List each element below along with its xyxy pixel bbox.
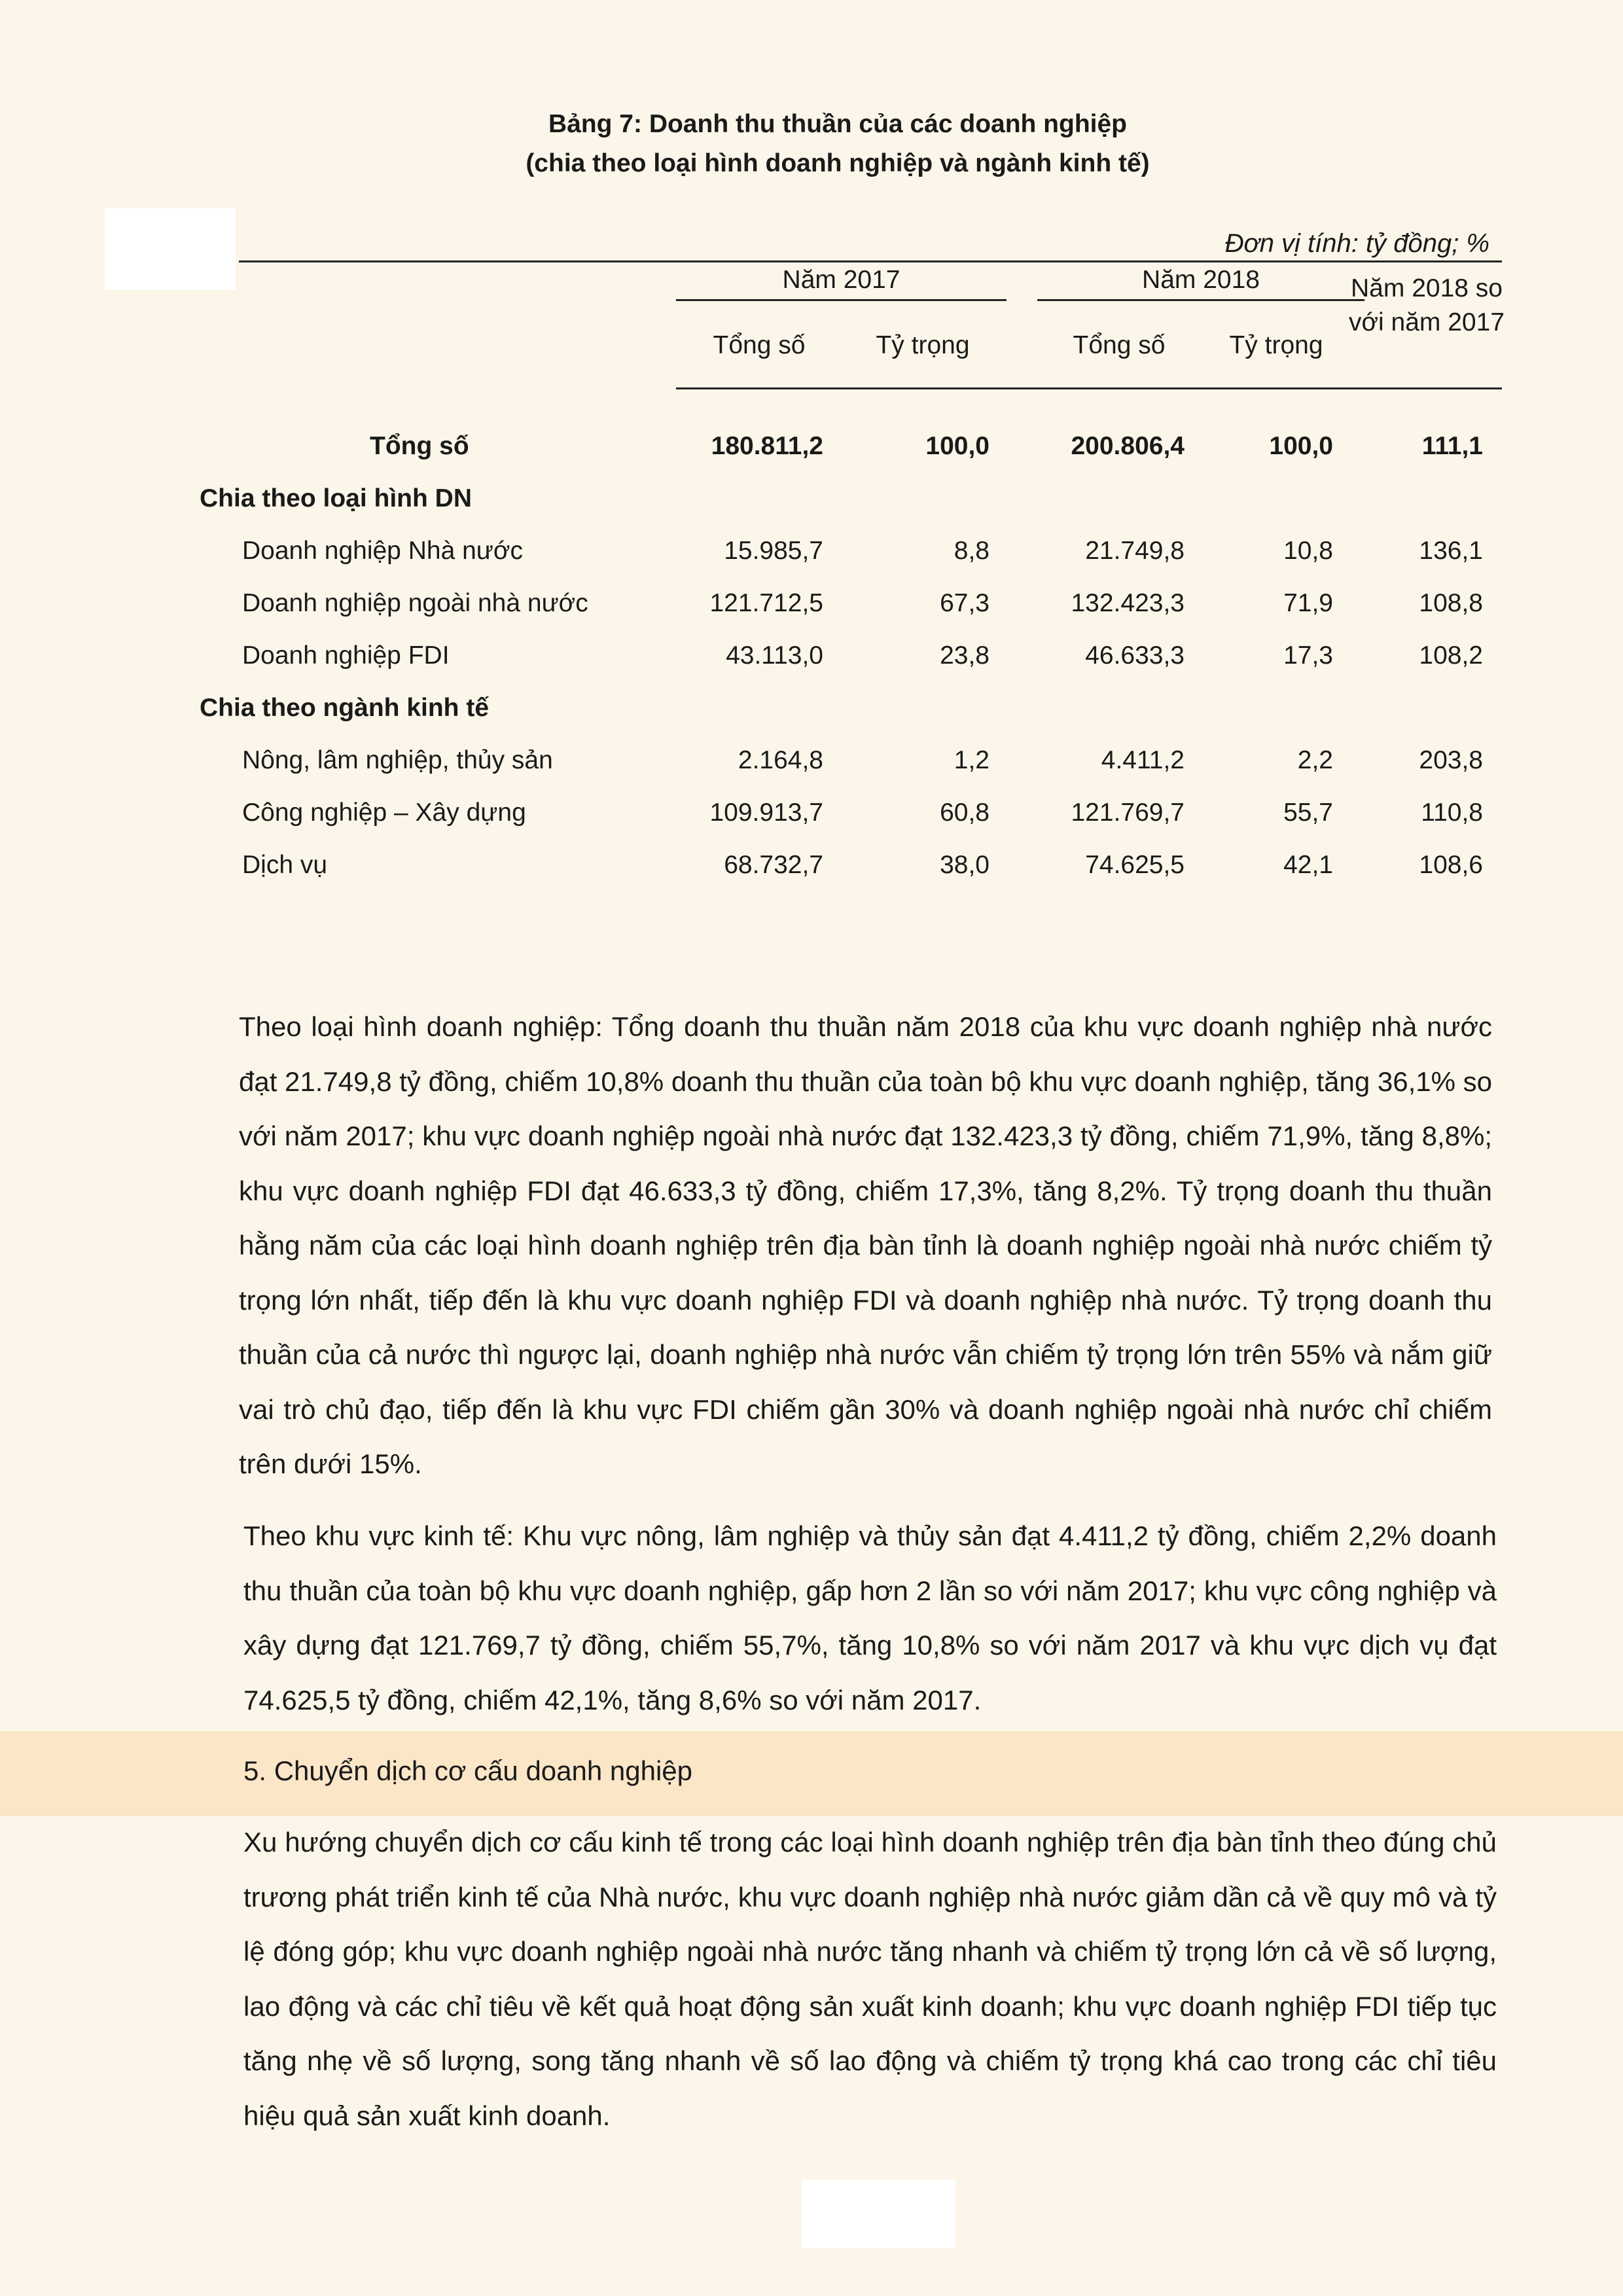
group-label-sector: Chia theo ngành kinh tế	[200, 694, 490, 722]
cell-share-2018: 10,8	[1283, 537, 1333, 565]
cell-share-2018: 100,0	[1269, 432, 1333, 460]
header-total-2018: Tổng số	[1073, 331, 1166, 359]
row-label: Doanh nghiệp FDI	[242, 641, 450, 670]
section-heading: 5. Chuyển dịch cơ cấu doanh nghiệp	[243, 1755, 693, 1786]
cell-total-2017: 43.113,0	[726, 641, 823, 670]
cell-share-2017: 38,0	[940, 851, 990, 879]
cell-share-2018: 2,2	[1297, 746, 1333, 774]
cell-share-2017: 8,8	[954, 537, 990, 565]
row-label: Dịch vụ	[242, 851, 328, 879]
table-title: Bảng 7: Doanh thu thuần của các doanh nghiệp	[548, 110, 1128, 138]
cell-compare: 108,6	[1419, 851, 1483, 879]
cell-share-2017: 1,2	[954, 746, 990, 774]
header-rule-2018	[1037, 299, 1364, 301]
cell-total-2018: 121.769,7	[1071, 798, 1185, 827]
cell-compare: 108,8	[1419, 589, 1483, 617]
cell-total-2018: 46.633,3	[1085, 641, 1185, 670]
cell-share-2017: 100,0	[925, 432, 990, 460]
cell-total-2018: 200.806,4	[1071, 432, 1185, 460]
cell-total-2017: 2.164,8	[738, 746, 823, 774]
cell-total-2017: 121.712,5	[709, 589, 823, 617]
cell-total-2017: 15.985,7	[724, 537, 823, 565]
header-year-2018: Năm 2018	[1142, 266, 1260, 294]
group-label-type: Chia theo loại hình DN	[200, 484, 472, 512]
blank-patch	[105, 208, 236, 290]
header-bottom-rule	[676, 387, 1502, 389]
cell-share-2017: 60,8	[940, 798, 990, 827]
cell-share-2018: 71,9	[1283, 589, 1333, 617]
row-label: Công nghiệp – Xây dựng	[242, 798, 526, 827]
cell-total-2018: 4.411,2	[1101, 746, 1185, 774]
row-label: Nông, lâm nghiệp, thủy sản	[242, 746, 553, 774]
cell-compare: 136,1	[1419, 537, 1483, 565]
cell-compare: 108,2	[1419, 641, 1483, 670]
cell-total-2017: 68.732,7	[724, 851, 823, 879]
table-top-rule	[239, 260, 1502, 262]
cell-total-2017: 109.913,7	[709, 798, 823, 827]
cell-share-2018: 55,7	[1283, 798, 1333, 827]
page-number-patch	[802, 2179, 955, 2248]
paragraph-structure-shift: Xu hướng chuyển dịch cơ cấu kinh tế trong các loại hình doanh nghiệp trên địa bàn tỉnh theo đúng chủ trương phát triển kinh tế của Nhà nước, khu vực doanh nghiệp nhà nước giảm dần cả về quy mô và tỷ lệ đóng góp; khu vực doanh nghiệp ngoài nhà nước tăng nhanh và chiếm tỷ trọng lớn cả về số lượng, lao động và các chỉ tiêu về kết quả hoạt động sản xuất kinh doanh; khu vực doanh nghiệp FDI tiếp tục tăng nhẹ về số lượng, song tăng nhanh về số lao động và chiếm tỷ trọng khá cao trong các chỉ tiêu hiệu quả sản xuất kinh doanh.	[243, 1827, 1497, 2131]
cell-share-2017: 23,8	[940, 641, 990, 670]
cell-total-2017: 180.811,2	[711, 432, 823, 460]
cell-share-2017: 67,3	[940, 589, 990, 617]
paragraph-by-enterprise-type: Theo loại hình doanh nghiệp: Tổng doanh thu thuần năm 2018 của khu vực doanh nghiệp nhà nước đạt 21.749,8 tỷ đồng, chiếm 10,8% doanh thu thuần của toàn bộ khu vực doanh nghiệp, tăng 36,1% so với năm 2017; khu vực doanh nghiệp ngoài nhà nước đạt 132.423,3 tỷ đồng, chiếm 71,9%, tăng 8,8%; khu vực doanh nghiệp FDI đạt 46.633,3 tỷ đồng, chiếm 17,3%, tăng 8,2%. Tỷ trọng doanh thu thuần hằng năm của các loại hình doanh nghiệp trên địa bàn tỉnh là doanh nghiệp ngoài nhà nước chiếm tỷ trọng lớn nhất, tiếp đến là khu vực doanh nghiệp FDI và doanh nghiệp nhà nước. Tỷ trọng doanh thu thuần của cả nước thì ngược lại, doanh nghiệp nhà nước vẫn chiếm tỷ trọng lớn trên 55% và nắm giữ vai trò chủ đạo, tiếp đến là khu vực FDI chiếm gần 30% và doanh nghiệp ngoài nhà nước chỉ chiếm trên dưới 15%.	[239, 1011, 1492, 1479]
cell-compare: 110,8	[1421, 798, 1483, 827]
cell-share-2018: 42,1	[1283, 851, 1333, 879]
cell-total-2018: 74.625,5	[1085, 851, 1185, 879]
row-label: Doanh nghiệp ngoài nhà nước	[242, 589, 588, 617]
table-subtitle: (chia theo loại hình doanh nghiệp và ngành kinh tế)	[526, 149, 1150, 177]
header-rule-2017	[676, 299, 1007, 301]
cell-total-2018: 21.749,8	[1085, 537, 1185, 565]
unit-label: Đơn vị tính: tỷ đồng; %	[1224, 229, 1489, 258]
cell-compare: 111,1	[1421, 432, 1483, 460]
header-year-2017: Năm 2017	[782, 266, 901, 294]
row-label-total: Tổng số	[370, 432, 469, 460]
header-share-2018: Tỷ trọng	[1229, 331, 1323, 359]
header-compare: Năm 2018 so với năm 2017	[1348, 274, 1505, 336]
cell-share-2018: 17,3	[1283, 641, 1333, 670]
cell-compare: 203,8	[1419, 746, 1483, 774]
row-label: Doanh nghiệp Nhà nước	[242, 537, 523, 565]
cell-total-2018: 132.423,3	[1071, 589, 1185, 617]
paragraph-by-economic-sector: Theo khu vực kinh tế: Khu vực nông, lâm nghiệp và thủy sản đạt 4.411,2 tỷ đồng, chiếm 2,2% doanh thu thuần của toàn bộ khu vực doanh nghiệp, gấp hơn 2 lần so với năm 2017; khu vực công nghiệp và xây dựng đạt 121.769,7 tỷ đồng, chiếm 55,7%, tăng 10,8% so với năm 2017 và khu vực dịch vụ đạt 74.625,5 tỷ đồng, chiếm 42,1%, tăng 8,6% so với năm 2017.	[243, 1520, 1497, 1715]
header-total-2017: Tổng số	[713, 331, 806, 359]
header-share-2017: Tỷ trọng	[876, 331, 970, 359]
